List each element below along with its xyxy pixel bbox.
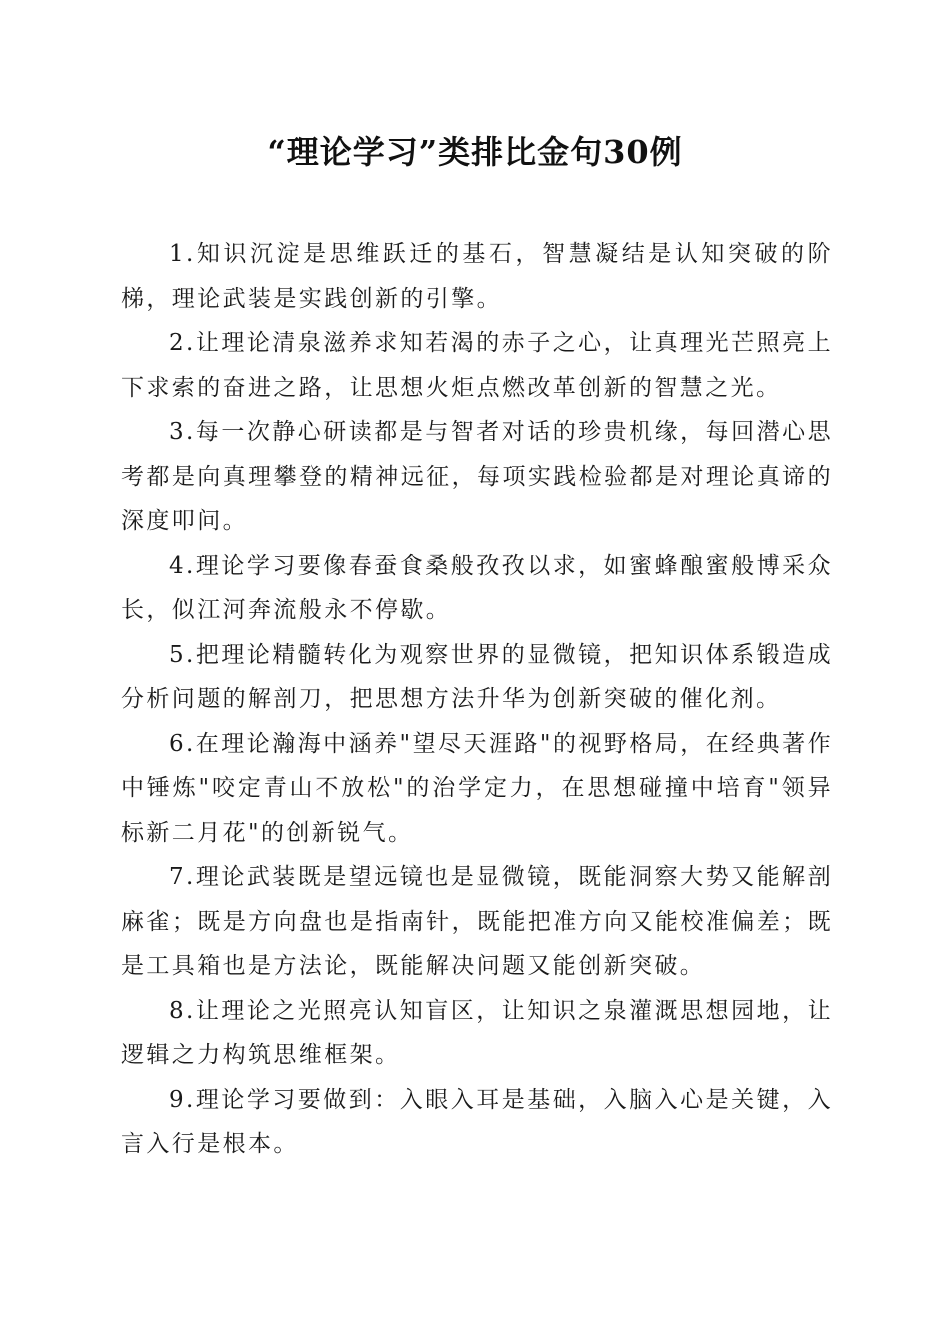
paragraph-3: 3.每一次静心研读都是与智者对话的珍贵机缘，每回潜心思考都是向真理攀登的精神远征，每项实践检验都是对理论真谛的深度叩问。 — [121, 419, 833, 534]
paragraph-4: 4.理论学习要像春蚕食桑般孜孜以求，如蜜蜂酿蜜般博采众长，似江河奔流般永不停歇。 — [121, 552, 833, 623]
paragraph-9: 9.理论学习要做到：入眼入耳是基础，入脑入心是关键，入言入行是根本。 — [121, 1086, 833, 1157]
document-title: “理论学习”类排比金句30例 — [267, 133, 683, 171]
paragraph-2: 2.让理论清泉滋养求知若渴的赤子之心，让真理光芒照亮上下求索的奋进之路，让思想火炬点燃改革创新的智慧之光。 — [121, 330, 833, 401]
paragraph-1: 1.知识沉淀是思维跃迁的基石，智慧凝结是认知突破的阶梯，理论武装是实践创新的引擎。 — [121, 241, 833, 312]
paragraph-7: 7.理论武装既是望远镜也是显微镜，既能洞察大势又能解剖麻雀；既是方向盘也是指南针，既能把准方向又能校准偏差；既是工具箱也是方法论，既能解决问题又能创新突破。 — [121, 864, 833, 979]
paragraph-5: 5.把理论精髓转化为观察世界的显微镜，把知识体系锻造成分析问题的解剖刀，把思想方法升华为创新突破的催化剂。 — [121, 641, 833, 712]
paragraph-8: 8.让理论之光照亮认知盲区，让知识之泉灌溉思想园地，让逻辑之力构筑思维框架。 — [121, 997, 833, 1068]
document-body — [121, 232, 833, 1167]
paragraph-6: 6.在理论瀚海中涵养"望尽天涯路"的视野格局，在经典著作中锤炼"咬定青山不放松"的治学定力，在思想碰撞中培育"领异标新二月花"的创新锐气。 — [121, 730, 833, 846]
